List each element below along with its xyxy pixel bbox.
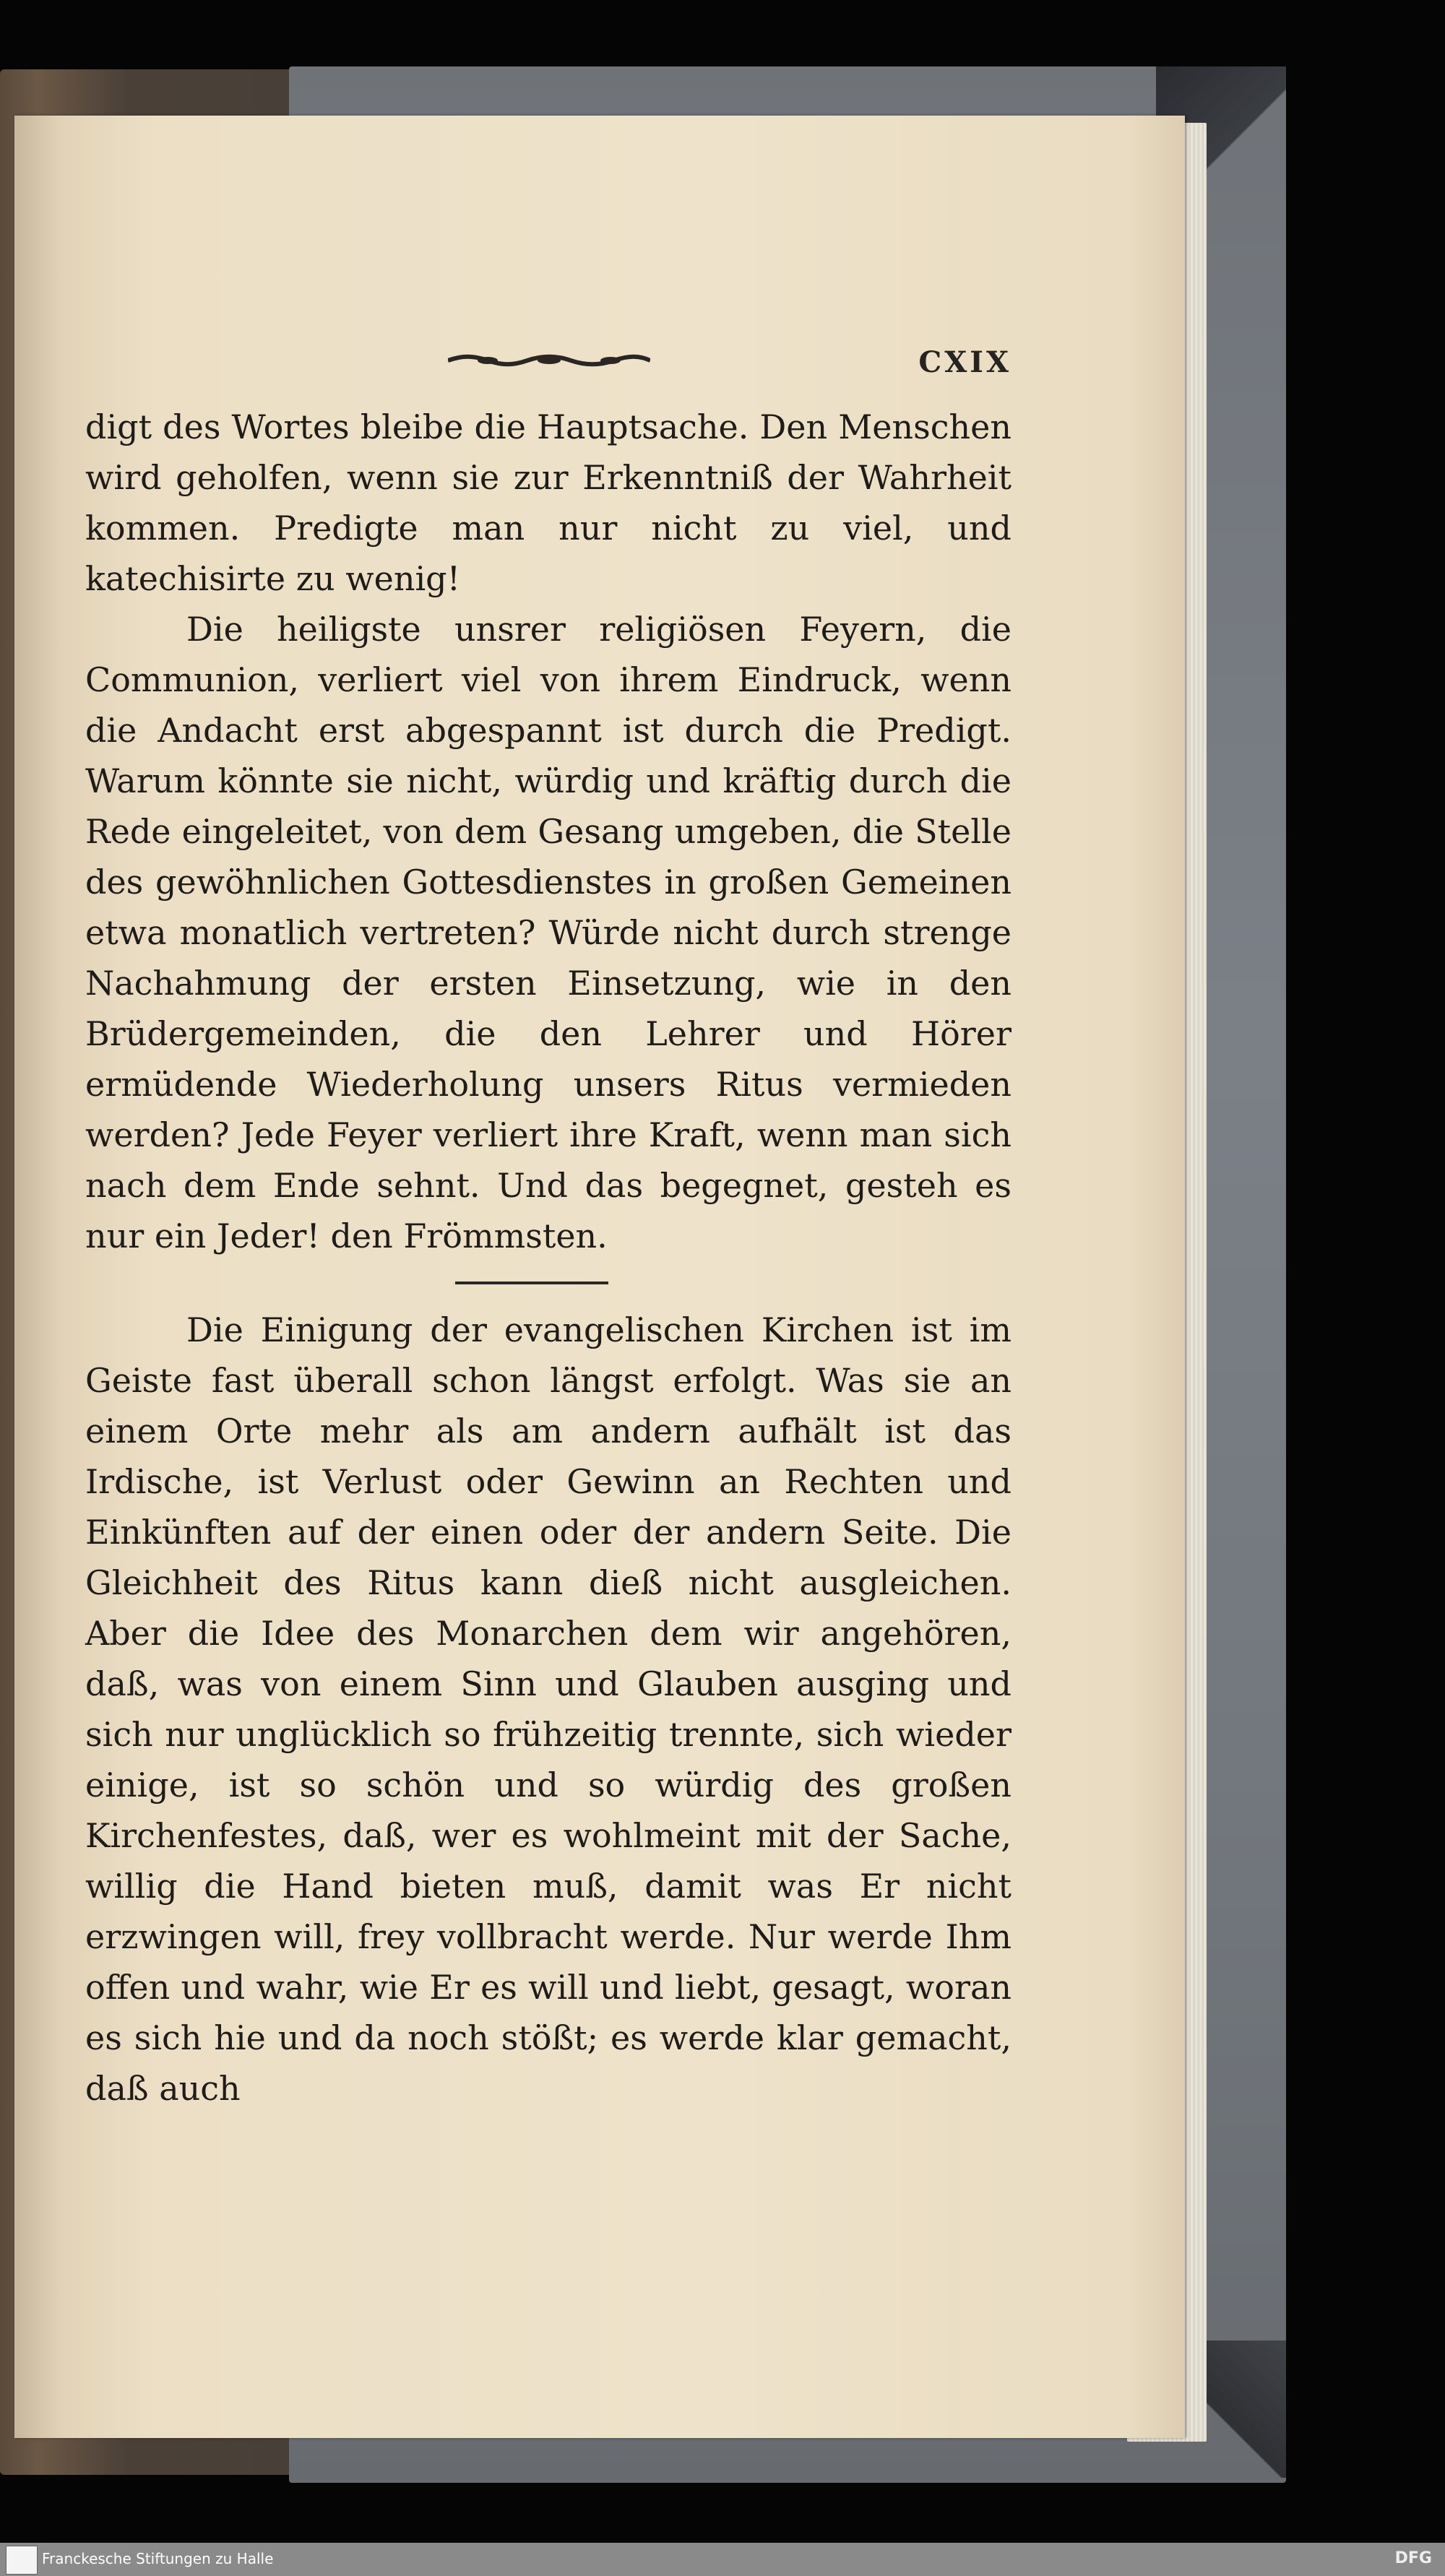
section-divider	[455, 1281, 608, 1284]
page-number: CXIX	[918, 345, 1012, 379]
viewer-footer	[0, 2543, 1445, 2576]
text-block	[85, 402, 1012, 2114]
ornament-rule-icon	[448, 350, 650, 371]
paragraph-union: Die Einigung der evangelischen Kirchen ist im Geiste fast überall schon längst erfolgt. Was sie an einem Orte mehr als am andern aufhält ist das Irdische, ist Verlust oder Gewinn an Rechten und Einkünften auf der einen oder der andern Seite. Die Gleichheit des Ritus kann dieß nicht ausgleichen. Aber die Idee des Monarchen dem wir angehören, daß, was von einem Sinn und Glauben ausging und sich nur unglücklich so frühzeitig trennte, sich wieder einige, ist so schön und so würdig des großen Kirchenfestes, daß, wer es wohlmeint mit der Sache, willig die Hand bieten muß, damit was Er nicht erzwingen will, frey vollbracht werde. Nur werde Ihm offen und wahr, wie Er es will und liebt, gesagt, woran es sich hie und da noch stößt; es werde klar gemacht, daß auch	[85, 1310, 1012, 2108]
paragraph-continuation: digt des Wortes bleibe die Hauptsache. Den Menschen wird geholfen, wenn sie zur Erkenntniß der Wahrheit kommen. Predigte man nur nicht zu viel, und katechisirte zu wenig!	[85, 407, 1012, 598]
footer-institution: Franckesche Stiftungen zu Halle	[42, 2550, 274, 2567]
paragraph-communion: Die heiligste unsrer religiösen Feyern, die Communion, verliert viel von ihrem Eindruck, wenn die Andacht erst abgespannt ist durch die Predigt. Warum könnte sie nicht, würdig und kräftig durch die Rede eingeleitet, von dem Gesang umgeben, die Stelle des gewöhnlichen Gottesdienstes in großen Gemeinen etwa monatlich vertreten? Würde nicht durch strenge Nachahmung der ersten Einsetzung, wie in den Brüdergemeinden, die den Lehrer und Hörer ermüdende Wiederholung unsers Ritus vermieden werden? Jede Feyer verliert ihre Kraft, wenn man sich nach dem Ende sehnt. Und das begegnet, gesteh es nur ein Jeder! den Frömmsten.	[85, 610, 1012, 1255]
institution-logo-icon	[6, 2546, 38, 2575]
running-head	[448, 345, 1012, 381]
dfg-logo: DFG	[1394, 2549, 1432, 2567]
